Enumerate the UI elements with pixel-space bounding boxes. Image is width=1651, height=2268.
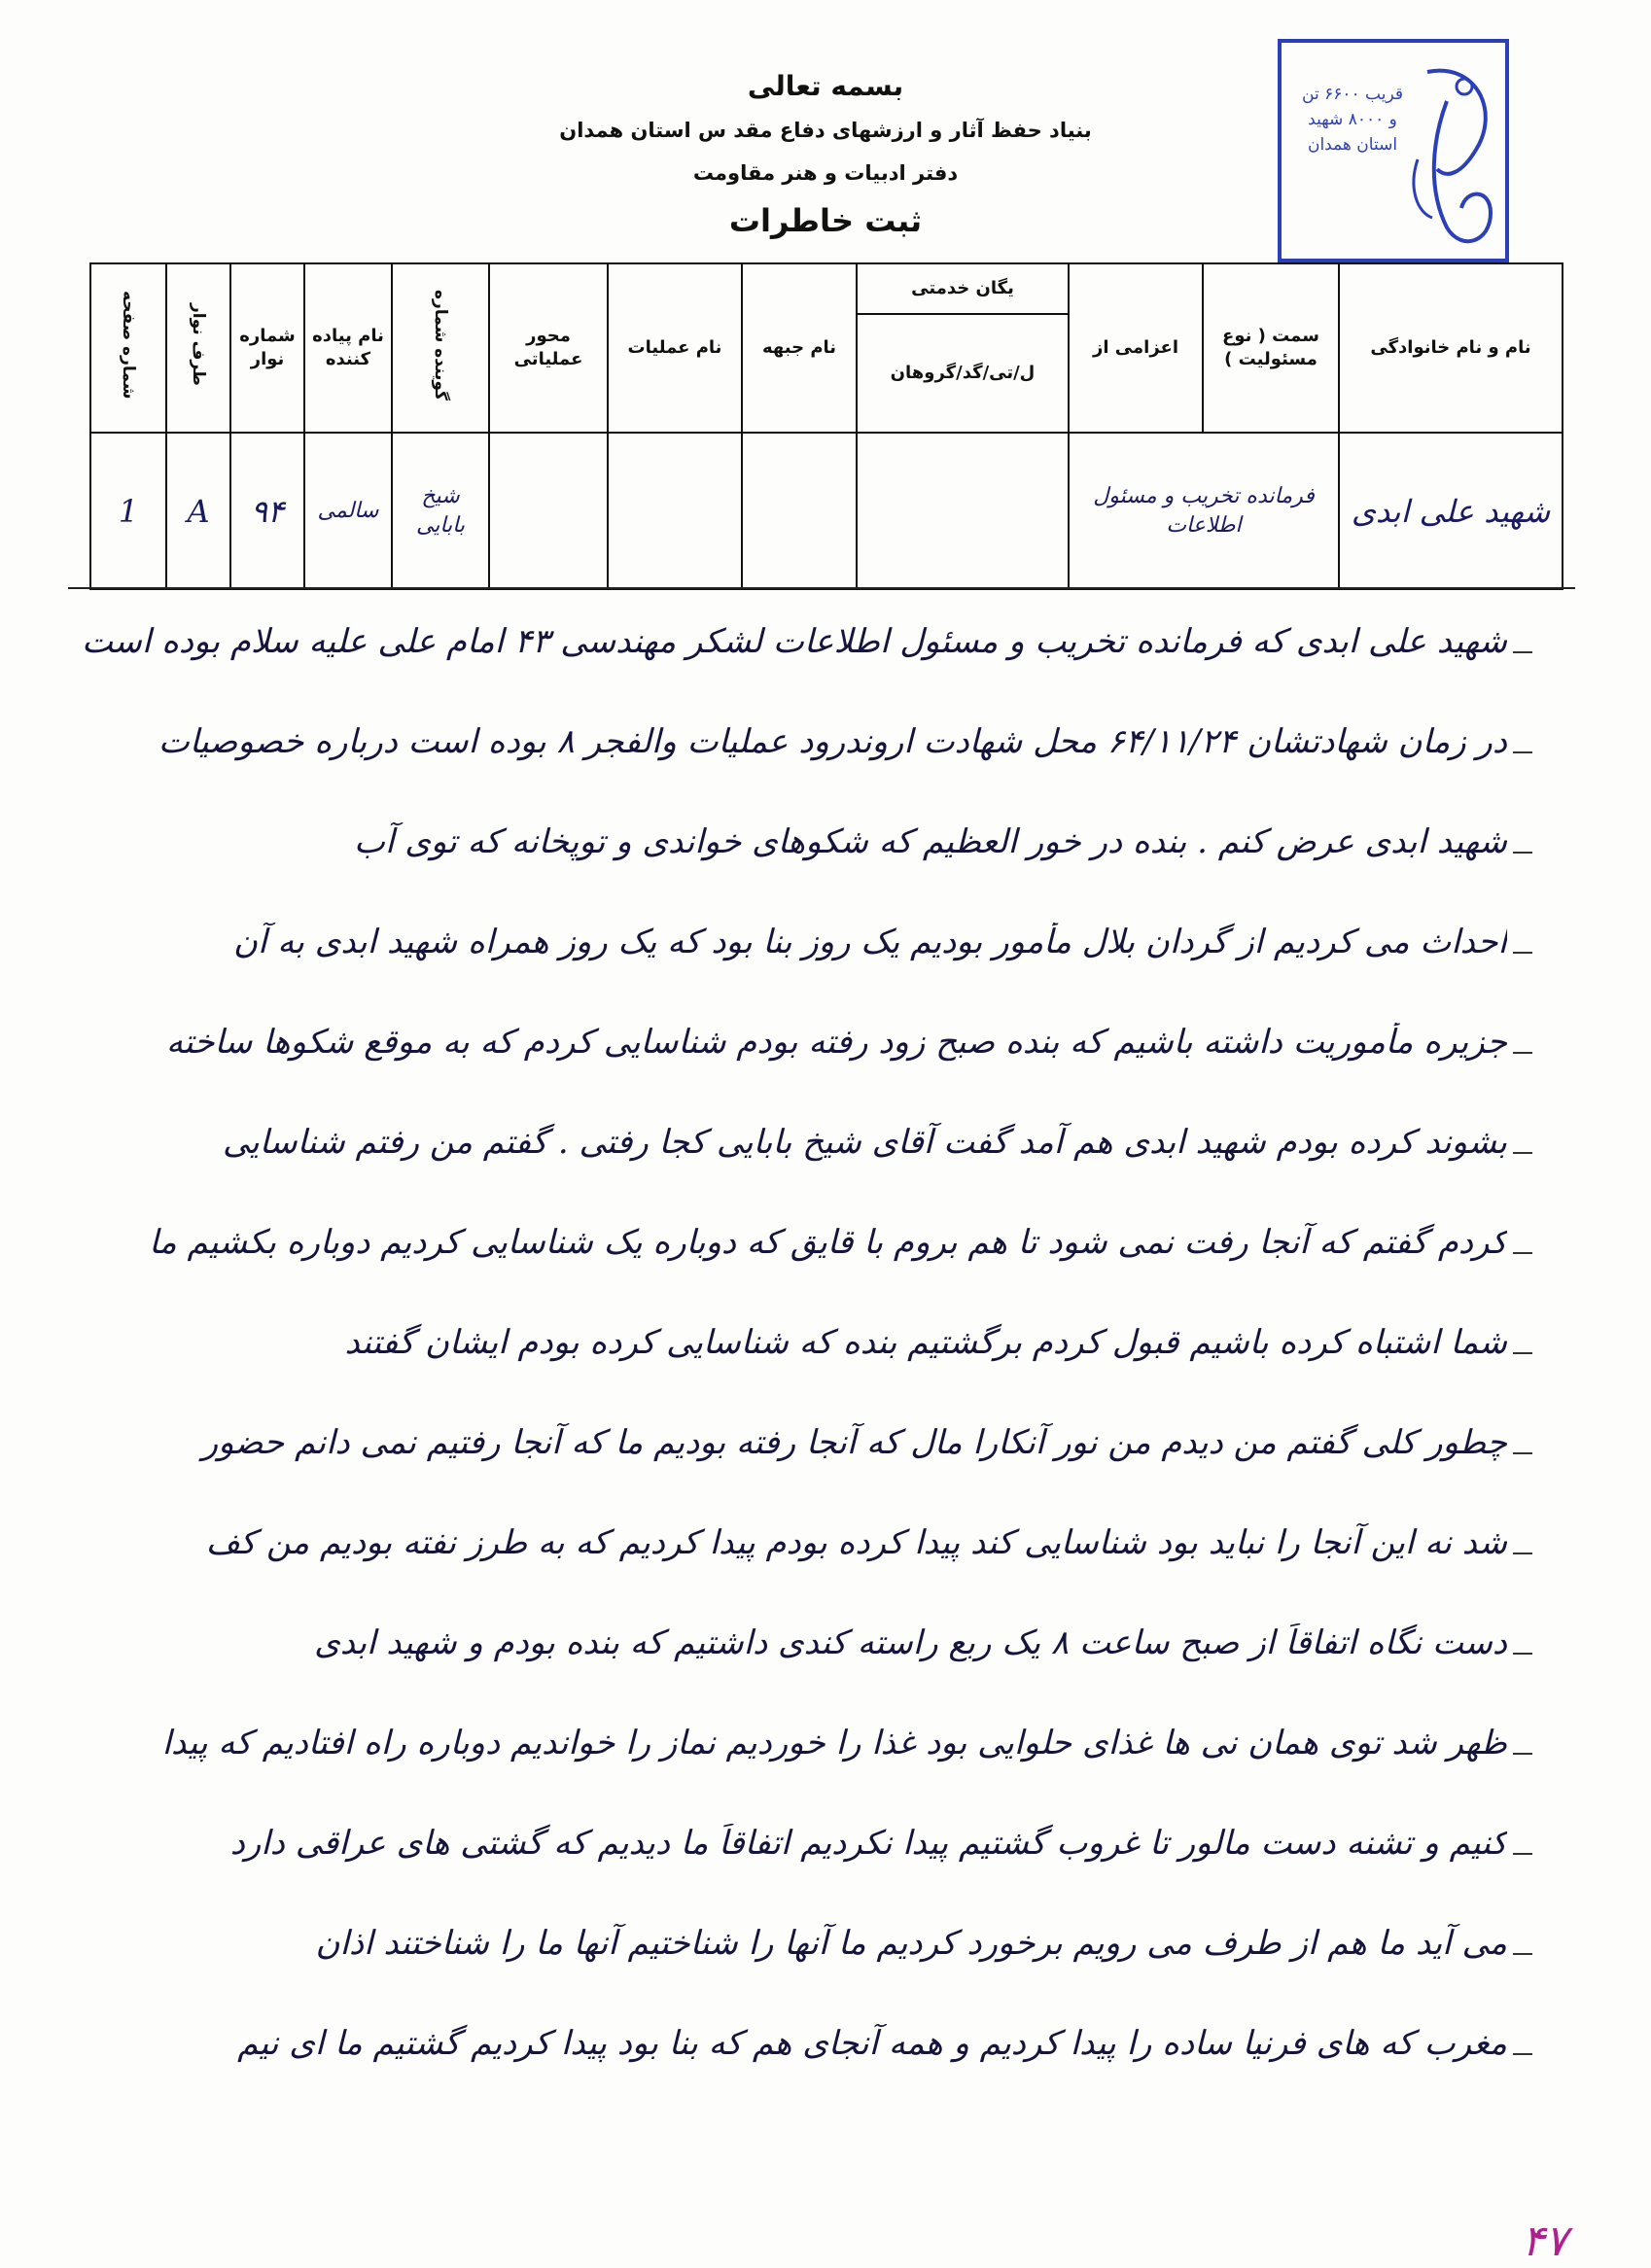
stamp-line-3: استان همدان: [1307, 135, 1398, 155]
value-name: شهید علی ابدی: [1339, 433, 1563, 589]
handwritten-line: شهید ابدی عرض کنم . بنده در خور العظیم که شکوهای خواندی و توپخانه که توی آب: [353, 822, 1507, 861]
line-dash: [1513, 1152, 1532, 1154]
header-basmala: بسمه تعالی: [747, 70, 904, 102]
value-page-number: 1: [90, 433, 166, 589]
header-tape-side: طرف نوار: [166, 263, 230, 433]
line-dash: [1513, 1753, 1532, 1755]
value-tape-number: ۹۴: [230, 433, 304, 589]
value-role: فرمانده تخریب و مسئول اطلاعات: [1069, 433, 1339, 589]
stamp-line-1: قریب ۶۶۰۰ تن: [1302, 85, 1403, 104]
line-dash: [1513, 1352, 1532, 1354]
handwritten-line: جزیره مأموریت داشته باشیم که بنده صبح زود رفته بودم شناسایی کردم که به موقع شکوها ساخته: [166, 1023, 1507, 1062]
handwritten-line: کردم گفتم که آنجا رفت نمی شود تا هم بروم با قایق که دوباره یک شناسایی کردیم دوباره بکشیم ما: [149, 1223, 1507, 1262]
header-unit-sub: ل/تی/گد/گروهان: [857, 314, 1069, 433]
handwritten-line: می آید ما هم از طرف می رویم برخورد کردیم ما آنها را شناختیم آنها ما را شناختند اذان: [315, 1924, 1507, 1963]
line-dash: [1513, 1452, 1532, 1454]
value-transcriber: سالمی: [304, 433, 392, 589]
line-dash: [1513, 2053, 1532, 2055]
handwritten-line: شما اشتباه کرده باشیم قبول کردم برگشتیم بنده که شناسایی کرده بودم ایشان گفتند: [344, 1323, 1507, 1362]
line-dash: [1513, 1853, 1532, 1855]
line-dash: [1513, 751, 1532, 753]
value-tape-side: A: [166, 433, 230, 589]
value-narrator: شیخ بابایی: [392, 433, 489, 589]
handwritten-line: ظهر شد توی همان نی ها غذای حلوایی بود غذا را خوردیم نماز را خواندیم دوباره راه افتادیم که پیدا: [161, 1724, 1507, 1762]
handwritten-line: چطور کلی گفتم من دیدم من نور آنکارا مال که آنجا رفته بودیم ما که آنجا رفتیم نمی دانم حضور: [201, 1423, 1507, 1462]
header-organization: بنیاد حفظ آثار و ارزشهای دفاع مقد س استان همدان: [559, 119, 1092, 142]
handwritten-line: احداث می کردیم از گردان بلال مأمور بودیم یک روز بنا بود که یک روز همراه شهید ابدی به آن: [233, 923, 1507, 961]
line-dash: [1513, 651, 1532, 653]
header-tape-number: شماره نوار: [230, 263, 304, 433]
page-number: ۴۷: [1522, 2216, 1568, 2266]
header-sent-from: اعزامی از: [1069, 263, 1203, 433]
header-operation: نام عملیات: [608, 263, 742, 433]
line-dash: [1513, 852, 1532, 854]
stamp-line-2: و ۸۰۰۰ شهید: [1308, 110, 1397, 129]
handwritten-line: شد نه این آنجا را نباید بود شناسایی کند پیدا کرده بودم پیدا کردیم که به طرز نفته بودیم من کف: [205, 1523, 1507, 1562]
header-office: دفتر ادبیات و هنر مقاومت: [692, 161, 959, 185]
line-dash: [1513, 952, 1532, 954]
line-dash: [1513, 1553, 1532, 1554]
header-transcriber: نام پیاده کننده: [304, 263, 392, 433]
handwritten-line: دست نگاه اتفاقاً از صبح ساعت ۸ یک ربع راسته کندی داشتیم که بنده بودم و شهید ابدی: [314, 1623, 1507, 1662]
line-dash: [1513, 1252, 1532, 1254]
header-unit: یگان خدمتی: [857, 263, 1069, 314]
header-front: نام جبهه: [742, 263, 857, 433]
header-axis: محور عملیاتی: [489, 263, 608, 433]
header-narrator: گوینده شماره: [392, 263, 489, 433]
header-name: نام و نام خانوادگی: [1339, 263, 1563, 433]
header-role: سمت ( نوع مسئولیت ): [1203, 263, 1339, 433]
line-dash: [1513, 1052, 1532, 1054]
header-page-number: شماره صفحه: [90, 263, 166, 433]
line-dash: [1513, 1653, 1532, 1655]
form-title: ثبت خاطرات: [728, 202, 923, 239]
handwritten-line: در زمان شهادتشان ۶۴/۱۱/۲۴ محل شهادت اروندرود عملیات والفجر ۸ بوده است درباره خصوصیات: [158, 722, 1507, 761]
handwritten-line: شهید علی ابدی که فرمانده تخریب و مسئول اطلاعات لشکر مهندسی ۴۳ امام علی علیه سلام بوده است: [81, 622, 1507, 661]
handwritten-line: بشوند کرده بودم شهید ابدی هم آمد گفت آقای شیخ بابایی کجا رفتی . گفتم من رفتم شناسایی: [222, 1123, 1507, 1162]
handwritten-line: کنیم و تشنه دست مالور تا غروب گشتیم پیدا نکردیم اتفاقاً ما دیدیم که گشتی های عراقی دارد: [229, 1824, 1507, 1863]
handwritten-line: مغرب که های فرنیا ساده را پیدا کردیم و همه آنجای هم که بنا بود پیدا کردیم گشتیم ما ای نیم: [237, 2024, 1507, 2063]
line-dash: [1513, 1953, 1532, 1955]
